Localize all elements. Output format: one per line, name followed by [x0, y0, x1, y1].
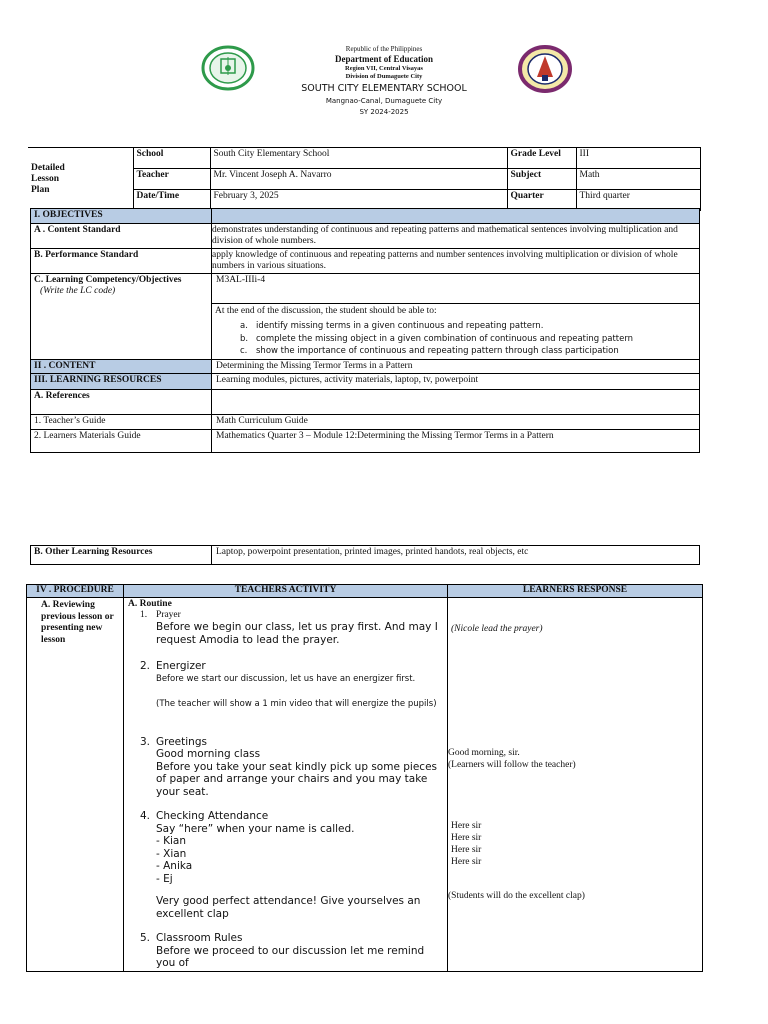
greeting-response: Good morning, sir.: [448, 748, 520, 758]
quarter-value: Third quarter: [576, 190, 700, 211]
references-label: A. References: [31, 389, 212, 414]
other-resources-label: B. Other Learning Resources: [31, 546, 212, 565]
objectives-title: I. OBJECTIVES: [31, 209, 212, 224]
grade-value: III: [576, 148, 700, 169]
teachers-guide-label: 1. Teacher’s Guide: [31, 414, 212, 429]
grade-label: Grade Level: [507, 148, 576, 169]
content-standard-label: A . Content Standard: [31, 224, 212, 249]
school-label: School: [133, 148, 210, 169]
performance-standard-value: apply knowledge of continuous and repeating patterns and number sentences involving multiplication or division of whole numbers in various situations.: [212, 249, 700, 274]
school-value: South City Elementary School: [210, 148, 507, 169]
subject-label: Subject: [507, 169, 576, 190]
performance-standard-label: B. Performance Standard: [31, 249, 212, 274]
resources-value: Learning modules, pictures, activity materials, laptop, tv, powerpoint: [212, 373, 700, 389]
teacher-value: Mr. Vincent Joseph A. Navarro: [210, 169, 507, 190]
other-resources-value: Laptop, powerpoint presentation, printed images, printed handots, real objects, etc: [212, 546, 700, 565]
date-value: February 3, 2025: [210, 190, 507, 211]
republic-line: Republic of the Philippines: [345, 45, 423, 53]
school-year: SY 2024-2025: [359, 108, 409, 116]
department-line: Department of Education: [335, 54, 433, 64]
follow-response: (Learners will follow the teacher): [448, 760, 576, 770]
objectives-table: [30, 208, 700, 453]
procedure-col-header: IV . PROCEDURE: [27, 585, 124, 598]
lc-code: M3AL-IIIi-4: [212, 274, 700, 304]
division-line: Division of Dumaguete City: [345, 73, 423, 80]
quarter-label: Quarter: [507, 190, 576, 211]
prayer-response: (Nicole lead the prayer): [451, 624, 543, 634]
objectives-title-fill: [212, 209, 700, 224]
region-line: Region VII, Central Visayas: [345, 65, 423, 72]
school-address: Mangnao-Canal, Dumaguete City: [325, 97, 443, 105]
content-topic: Determining the Missing Termor Terms in a Pattern: [212, 359, 700, 373]
references-value: [212, 389, 700, 414]
teachers-activity-cell: A. Routine 1. Prayer Before we begin our class, let us pray first. And may I request Amodia to lead the prayer. 2. Energizer Before we start our discussion, let us have an energizer first. (The teacher will show a 1 min video that will energize the pupils) 3. Greetings Good morning class Before you take your seat kindly pick up some pieces of paper and arrange your chairs and you may take your seat. 4. Checking Attendance Say “here” when your name is called. - Kian - Xian - Anika - Ej Very good perfect attendance! Give yourselves an excellent clap 5. Classroom Rules Before we proceed to our discussion let me remind you of: [124, 598, 448, 972]
doc-type-label: Detailed Lesson Plan: [28, 148, 133, 211]
learners-response-header: LEARNERS RESPONSE: [448, 585, 703, 598]
content-title: II . CONTENT: [31, 359, 212, 373]
content-standard-value: demonstrates understanding of continuous and repeating patterns and mathematical sentences involving multiplication and division of whole numbers.: [212, 224, 700, 249]
learners-materials-value: Mathematics Quarter 3 – Module 12:Determining the Missing Termor Terms in a Pattern: [212, 429, 700, 452]
objectives-list: At the end of the discussion, the student should be able to: a. identify missing terms in a given continuous and repeating pattern. b. complete the missing object in a given combination of continuous and repeating pattern c. show the importance of continuous and repeating pattern through class participation: [212, 304, 700, 360]
learners-response-cell: [448, 598, 703, 972]
school-name: SOUTH CITY ELEMENTARY SCHOOL: [301, 83, 467, 94]
learners-materials-label: 2. Learners Materials Guide: [31, 429, 212, 452]
procedure-table: [26, 584, 703, 972]
attendance-responses: Here sir Here sir Here sir Here sir: [451, 821, 482, 867]
resources-title: III. LEARNING RESOURCES: [31, 373, 212, 389]
other-resources-table: [30, 545, 700, 565]
subject-value: Math: [576, 169, 700, 190]
lesson-info-table: [28, 147, 701, 211]
teachers-activity-header: TEACHERS ACTIVITY: [124, 585, 448, 598]
teacher-label: Teacher: [133, 169, 210, 190]
competency-label: C. Learning Competency/Objectives (Write the LC code): [31, 274, 212, 360]
teachers-guide-value: Math Curriculum Guide: [212, 414, 700, 429]
clap-response: (Students will do the excellent clap): [448, 891, 585, 901]
date-label: Date/Time: [133, 190, 210, 211]
step-a-label: A. Reviewing previous lesson or presenting new lesson: [27, 598, 124, 972]
